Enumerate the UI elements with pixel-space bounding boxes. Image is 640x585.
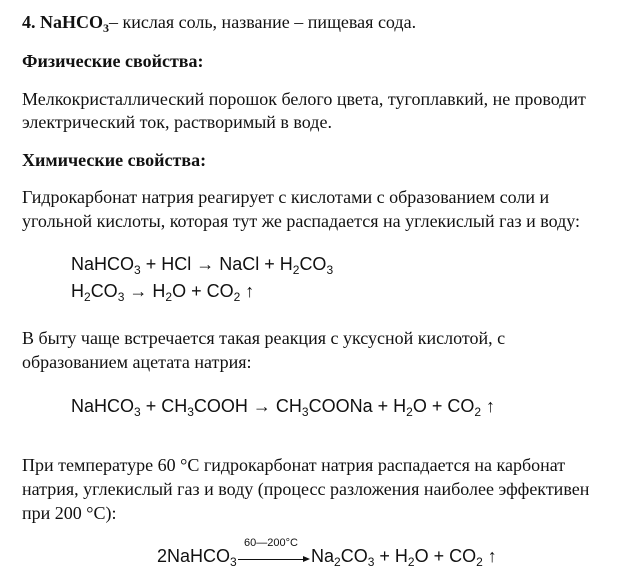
title-line	[22, 11, 416, 33]
household-text-line-1: В быту чаще встречается такая реакция с уксусной кислотой, с	[22, 328, 506, 348]
reaction-acetic-acid: NaHCO$_3$ + $CH_3COOH$ → $CH_3COONa + H_2O + CO_2$ ↑	[71, 396, 496, 419]
title-formula: NaHCO	[40, 12, 103, 32]
reaction-arrow-line	[238, 559, 304, 560]
chemical-text-line-2: угольной кислоты, которая тут же распадается на углекислый газ и воду:	[22, 211, 581, 231]
reaction-arrow-head-icon	[303, 556, 310, 562]
temperature-text-line-2: натрия, углекислый газ и воду (процесс разложения наиболее эффективен	[22, 479, 590, 499]
reaction-carbonic-decomposition: $H_2CO_3 \to H_2O + CO_2$ ↑	[71, 281, 255, 304]
chemical-text-line-1: Гидрокарбонат натрия реагирует с кислотами с образованием соли и	[22, 187, 550, 207]
household-text-line-2: образованием ацетата натрия:	[22, 352, 252, 372]
reaction-thermal-decomposition-products: $Na_2CO_3 + H_2O + CO_2$ ↑	[311, 546, 497, 569]
section-number: 4.	[22, 12, 40, 32]
physical-text-line-1: Мелкокристаллический порошок белого цвета, тугоплавкий, не проводит	[22, 89, 586, 109]
reaction-condition-label: 60—200°C	[244, 537, 298, 549]
physical-text-line-2: электрический ток, растворимый в воде.	[22, 112, 332, 132]
reaction-hcl: NaHCO$_3$ + HCl → NaCl + $H_2CO_3$	[71, 254, 334, 277]
title-formula-sub: 3	[103, 21, 109, 35]
chemical-heading: Химические свойства:	[22, 150, 207, 170]
temperature-text-line-3: при 200 °С):	[22, 503, 117, 523]
temperature-text-line-1: При температуре 60 °С гидрокарбонат натрия распадается на карбонат	[22, 455, 566, 475]
title-description: – кислая соль, название – пищевая сода.	[109, 12, 417, 32]
physical-heading: Физические свойства:	[22, 51, 204, 71]
reaction-thermal-decomposition-reactant: 2NaHCO$_3$	[157, 546, 237, 569]
